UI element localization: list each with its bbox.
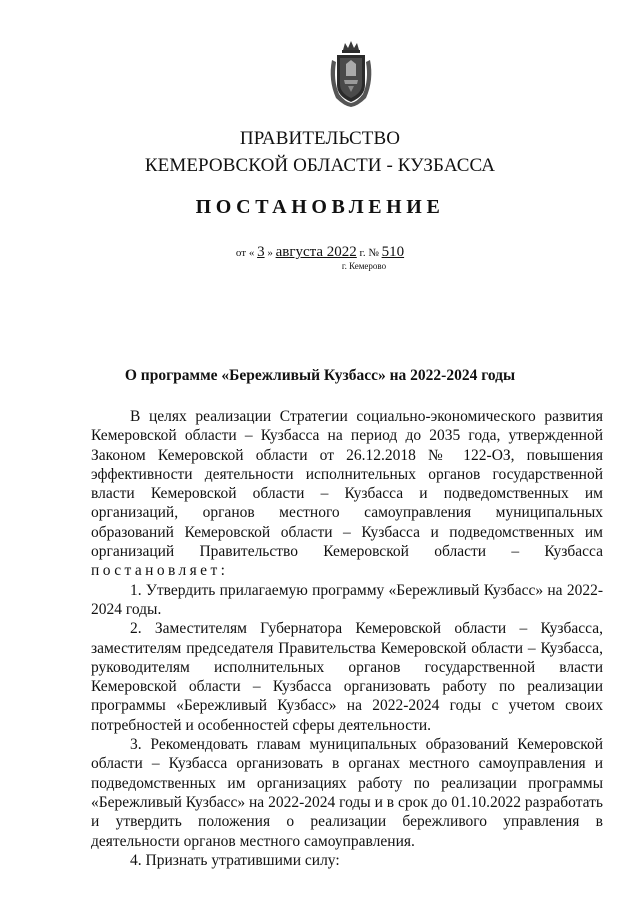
kuzbass-coat-of-arms-icon [326, 40, 376, 108]
document-body [91, 407, 603, 870]
date-year-suffix: г. [359, 247, 366, 259]
city-label: г. Кемерово [341, 261, 387, 271]
government-name-line-1: ПРАВИТЕЛЬСТВО [239, 128, 401, 149]
decrees-word: постановляет: [91, 562, 229, 580]
list-item: 2. Заместителям Губернатора Кемеровской области – Кузбасса, заместителям председателя Правительства Кемеровской области – Кузбасса, руководителям исполнительных органов государственной власти Кемеровской области – Кузбасса организовать работу по реализации программы «Бережливый Кузбасс» на 2022-2024 годы с учетом своих потребностей и особенностей сферы деятельности. [91, 620, 603, 734]
document-type-title: ПОСТАНОВЛЕНИЕ [195, 196, 445, 218]
list-item: 4. Признать утратившими силу: [130, 851, 340, 869]
list-item: 3. Рекомендовать главам муниципальных образований Кемеровской области – Кузбасса организовать в органах местного самоуправления и подведомственных им организациях работу по реализации программы «Бережливый Кузбасс» на 2022-2024 годы и в срок до 01.10.2022 разработать и утвердить положения о реализации бережливого управления в деятельности органов местного самоуправления. [91, 736, 603, 850]
date-month-year: августа 2022 [275, 244, 357, 260]
date-day: 3 [257, 244, 265, 260]
list-item: 1. Утвердить прилагаемую программу «Бережливый Кузбасс» на 2022-2024 годы. [91, 581, 603, 618]
document-subject: О программе «Бережливый Кузбасс» на 2022-2024 годы [124, 367, 516, 384]
date-prefix: от « [235, 247, 255, 259]
date-quote-close: » [267, 247, 273, 259]
intro-text: В целях реализации Стратегии социально-экономического развития Кемеровской области – Кузбасса на период до 2035 года, утвержденной Законом Кемеровской области от 26.12.2018 № 122-ОЗ, повышения эффективности деятельности исполнительных органов государственной власти Кемеровской области – Кузбасса и подведомственных им организаций, органов местного самоуправления муниципальных образований Кемеровской области – Кузбасса и подведомственных им организаций Правительство Кемеровской области – Кузбасса [91, 408, 603, 561]
date-number-line [0, 244, 640, 261]
intro-paragraph [91, 407, 603, 581]
document-number: 510 [381, 244, 405, 260]
government-name-line-2: КЕМЕРОВСКОЙ ОБЛАСТИ - КУЗБАССА [144, 155, 496, 176]
number-prefix: № [368, 247, 379, 259]
